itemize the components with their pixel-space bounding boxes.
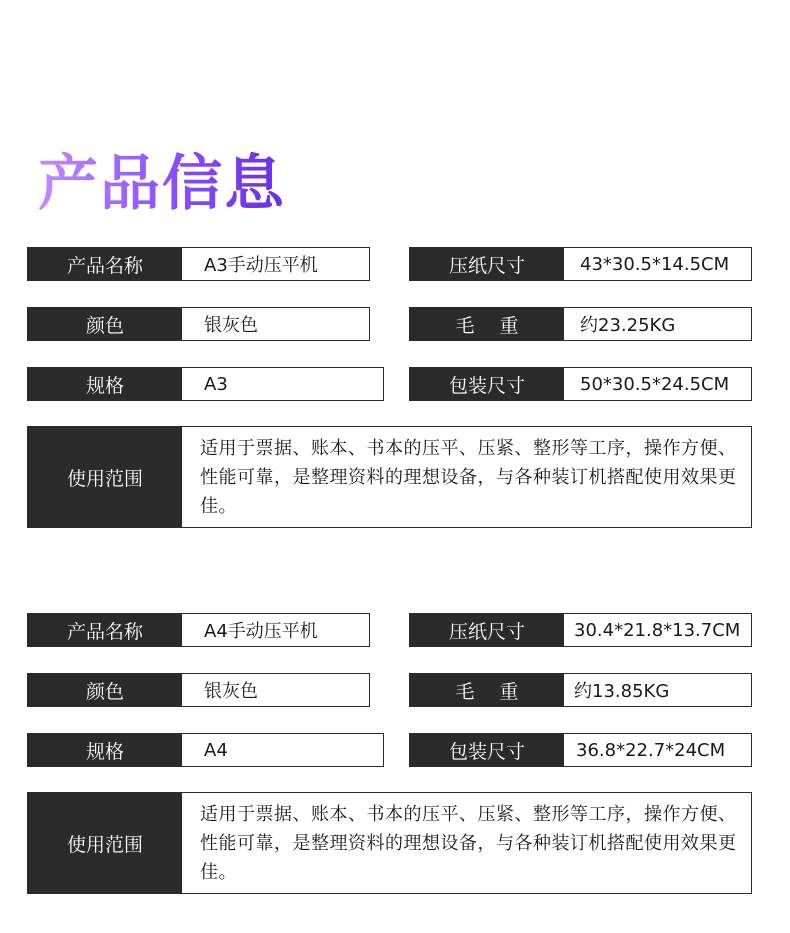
label-model: 规格 [28,734,182,766]
spec-row-package-size [409,367,752,401]
spec-row-model [27,367,384,401]
label-press-size: 压纸尺寸 [410,248,564,280]
label-color: 颜色 [28,308,182,340]
spec-row-usage [27,792,752,894]
label-model: 规格 [28,368,182,400]
value-usage: 适用于票据、账本、书本的压平、压紧、整形等工序，操作方便、性能可靠，是整理资料的理想设备，与各种装订机搭配使用效果更佳。 [182,793,751,893]
value-press-size: 43*30.5*14.5CM [564,248,751,280]
spec-row-press-size [409,613,752,647]
page-title: 产品信息 [38,146,286,222]
label-color: 颜色 [28,674,182,706]
spec-row-model [27,733,384,767]
value-weight: 约13.85KG [564,674,751,706]
spec-row-product-name [27,247,370,281]
spec-row-product-name [27,613,370,647]
label-usage: 使用范围 [28,793,182,893]
spec-row-package-size [409,733,752,767]
value-press-size: 30.4*21.8*13.7CM [564,614,751,646]
value-model: A4 [182,734,383,766]
value-color: 银灰色 [182,308,369,340]
value-product-name: A3手动压平机 [182,248,369,280]
label-package-size: 包装尺寸 [410,368,564,400]
spec-row-weight [409,673,752,707]
value-color: 银灰色 [182,674,369,706]
label-product-name: 产品名称 [28,248,182,280]
spec-row-press-size [409,247,752,281]
spec-row-usage [27,426,752,528]
spec-row-color [27,673,370,707]
value-model: A3 [182,368,383,400]
value-package-size: 50*30.5*24.5CM [564,368,751,400]
label-press-size: 压纸尺寸 [410,614,564,646]
label-usage: 使用范围 [28,427,182,527]
spec-row-weight [409,307,752,341]
label-package-size: 包装尺寸 [410,734,564,766]
spec-row-color [27,307,370,341]
label-product-name: 产品名称 [28,614,182,646]
value-weight: 约23.25KG [564,308,751,340]
label-weight: 毛 重 [410,674,564,706]
label-weight: 毛 重 [410,308,564,340]
value-package-size: 36.8*22.7*24CM [564,734,751,766]
value-product-name: A4手动压平机 [182,614,369,646]
value-usage: 适用于票据、账本、书本的压平、压紧、整形等工序，操作方便、性能可靠，是整理资料的理想设备，与各种装订机搭配使用效果更佳。 [182,427,751,527]
